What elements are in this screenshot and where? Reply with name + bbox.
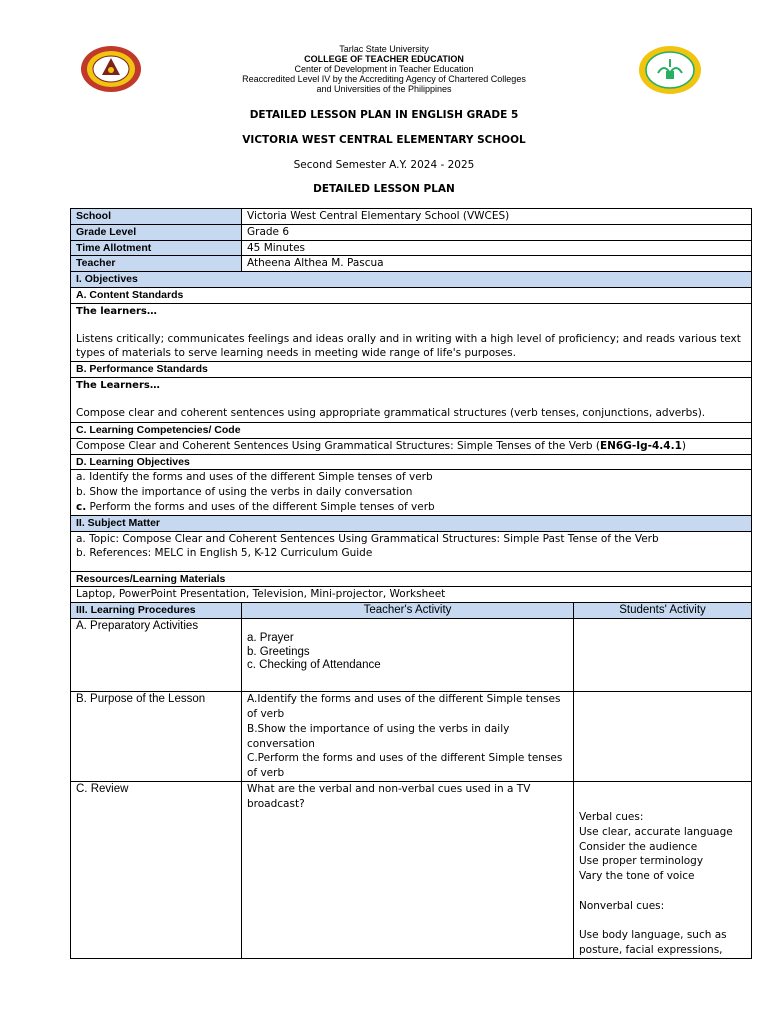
performance-standards-lead: The Learners…: [76, 379, 160, 391]
nonverbal-cue: Use body language, such as posture, facial expressions,: [579, 929, 727, 957]
lesson-plan-table: [70, 208, 752, 959]
competencies-close: ): [681, 439, 686, 452]
school-title: VICTORIA WEST CENTRAL ELEMENTARY SCHOOL: [242, 134, 526, 146]
subject-matter-cell: [71, 531, 752, 571]
preparatory-item: c. Checking of Attendance: [247, 659, 381, 672]
content-standards-heading: A. Content Standards: [71, 287, 752, 303]
preparatory-item: b. Greetings: [247, 645, 310, 658]
subject-references: b. References: MELC in English 5, K-12 Curriculum Guide: [76, 547, 373, 560]
objective-a: a. Identify the forms and uses of the different Simple tenses of verb: [76, 471, 433, 484]
purpose-item: A.Identify the forms and uses of the different Simple tenses of verb: [247, 693, 561, 720]
procedure-row: [71, 692, 752, 782]
info-label: School: [71, 209, 242, 225]
competency-code: EN6G-Ig-4.4.1: [599, 439, 682, 452]
performance-standards-text: Compose clear and coherent sentences using appropriate grammatical structures (verb tenses, conjunctions, adverbs).: [76, 406, 706, 419]
verbal-cue: Consider the audience: [579, 840, 698, 853]
procedure-label: C. Review: [71, 781, 242, 958]
procedure-row: [71, 619, 752, 692]
students-activity-cell: [574, 692, 752, 782]
verbal-cue: Vary the tone of voice: [579, 870, 695, 883]
students-activity-cell: [574, 619, 752, 692]
performance-standards-heading: B. Performance Standards: [71, 362, 752, 378]
objective-b: b. Show the importance of using the verbs in daily conversation: [76, 486, 413, 499]
preparatory-item: a. Prayer: [247, 632, 294, 645]
university-name: Tarlac State University: [339, 44, 429, 54]
performance-standards-cell: [71, 377, 752, 422]
verbal-cues-heading: Verbal cues:: [579, 810, 644, 823]
objective-c-text: Perform the forms and uses of the different Simple tenses of verb: [86, 500, 435, 513]
info-row: [71, 209, 752, 225]
semester-line: Second Semester A.Y. 2024 - 2025: [293, 159, 475, 171]
resources-heading: Resources/Learning Materials: [71, 571, 752, 587]
learning-objectives-cell: [71, 470, 752, 515]
info-row: [71, 240, 752, 256]
procedure-label: B. Purpose of the Lesson: [71, 692, 242, 782]
procedure-row: [71, 781, 752, 958]
plan-subtitle: DETAILED LESSON PLAN: [313, 183, 455, 195]
info-row: [71, 256, 752, 272]
purpose-item: B.Show the importance of using the verbs in daily conversation: [247, 722, 510, 750]
learning-objectives-heading: D. Learning Objectives: [71, 454, 752, 470]
info-value: Grade 6: [242, 224, 752, 240]
competencies-cell: [71, 438, 752, 454]
resources-text: Laptop, PowerPoint Presentation, Television, Mini-projector, Worksheet: [71, 587, 752, 603]
objective-c: [76, 500, 746, 515]
procedures-heading: III. Learning Procedures: [71, 603, 242, 619]
teacher-activity-header: Teacher's Activity: [242, 603, 574, 619]
content-standards-lead: The learners…: [76, 305, 157, 317]
competencies-heading: C. Learning Competencies/ Code: [71, 422, 752, 438]
lesson-plan-title: DETAILED LESSON PLAN IN ENGLISH GRADE 5: [249, 109, 519, 121]
info-value: Atheena Althea M. Pascua: [242, 256, 752, 272]
competencies-text: Compose Clear and Coherent Sentences Using Grammatical Structures: Simple Tenses of the Verb (: [76, 439, 600, 452]
students-activity-header: Students' Activity: [574, 603, 752, 619]
subject-matter-heading: II. Subject Matter: [71, 515, 752, 531]
teacher-activity-cell: What are the verbal and non-verbal cues used in a TV broadcast?: [242, 781, 574, 958]
nonverbal-cues-heading: Nonverbal cues:: [579, 899, 665, 912]
purpose-item: C.Perform the forms and uses of the different Simple tenses of verb: [247, 752, 563, 780]
teacher-activity-cell: [242, 619, 574, 692]
procedure-label: A. Preparatory Activities: [71, 619, 242, 692]
teacher-activity-cell: [242, 692, 574, 782]
info-label: Grade Level: [71, 224, 242, 240]
info-label: Time Allotment: [71, 240, 242, 256]
college-name: COLLEGE OF TEACHER EDUCATION: [304, 54, 464, 64]
objectives-heading: I. Objectives: [71, 272, 752, 288]
verbal-cue: Use clear, accurate language: [579, 825, 733, 838]
content-standards-text: Listens critically; communicates feelings and ideas orally and in writing with a high level of proficiency; and reads various text types of materials to serve learning needs in meeting wide range of life's purposes.: [76, 332, 741, 360]
center-of-development: Center of Development in Teacher Education: [294, 64, 474, 74]
accreditation-line-2: and Universities of the Philippines: [316, 84, 452, 94]
accreditation-line: Reaccredited Level IV by the Accrediting Agency of Chartered Colleges: [242, 74, 526, 84]
info-value: Victoria West Central Elementary School (VWCES): [242, 209, 752, 225]
content-standards-cell: [71, 303, 752, 361]
objective-c-prefix: c.: [76, 500, 87, 513]
verbal-cue: Use proper terminology: [579, 855, 704, 868]
students-activity-cell: [574, 781, 752, 958]
info-row: [71, 224, 752, 240]
subject-topic: a. Topic: Compose Clear and Coherent Sentences Using Grammatical Structures: Simple Past Tense of the Verb: [76, 532, 659, 545]
procedures-header-row: [71, 603, 752, 619]
info-value: 45 Minutes: [242, 240, 752, 256]
info-label: Teacher: [71, 256, 242, 272]
